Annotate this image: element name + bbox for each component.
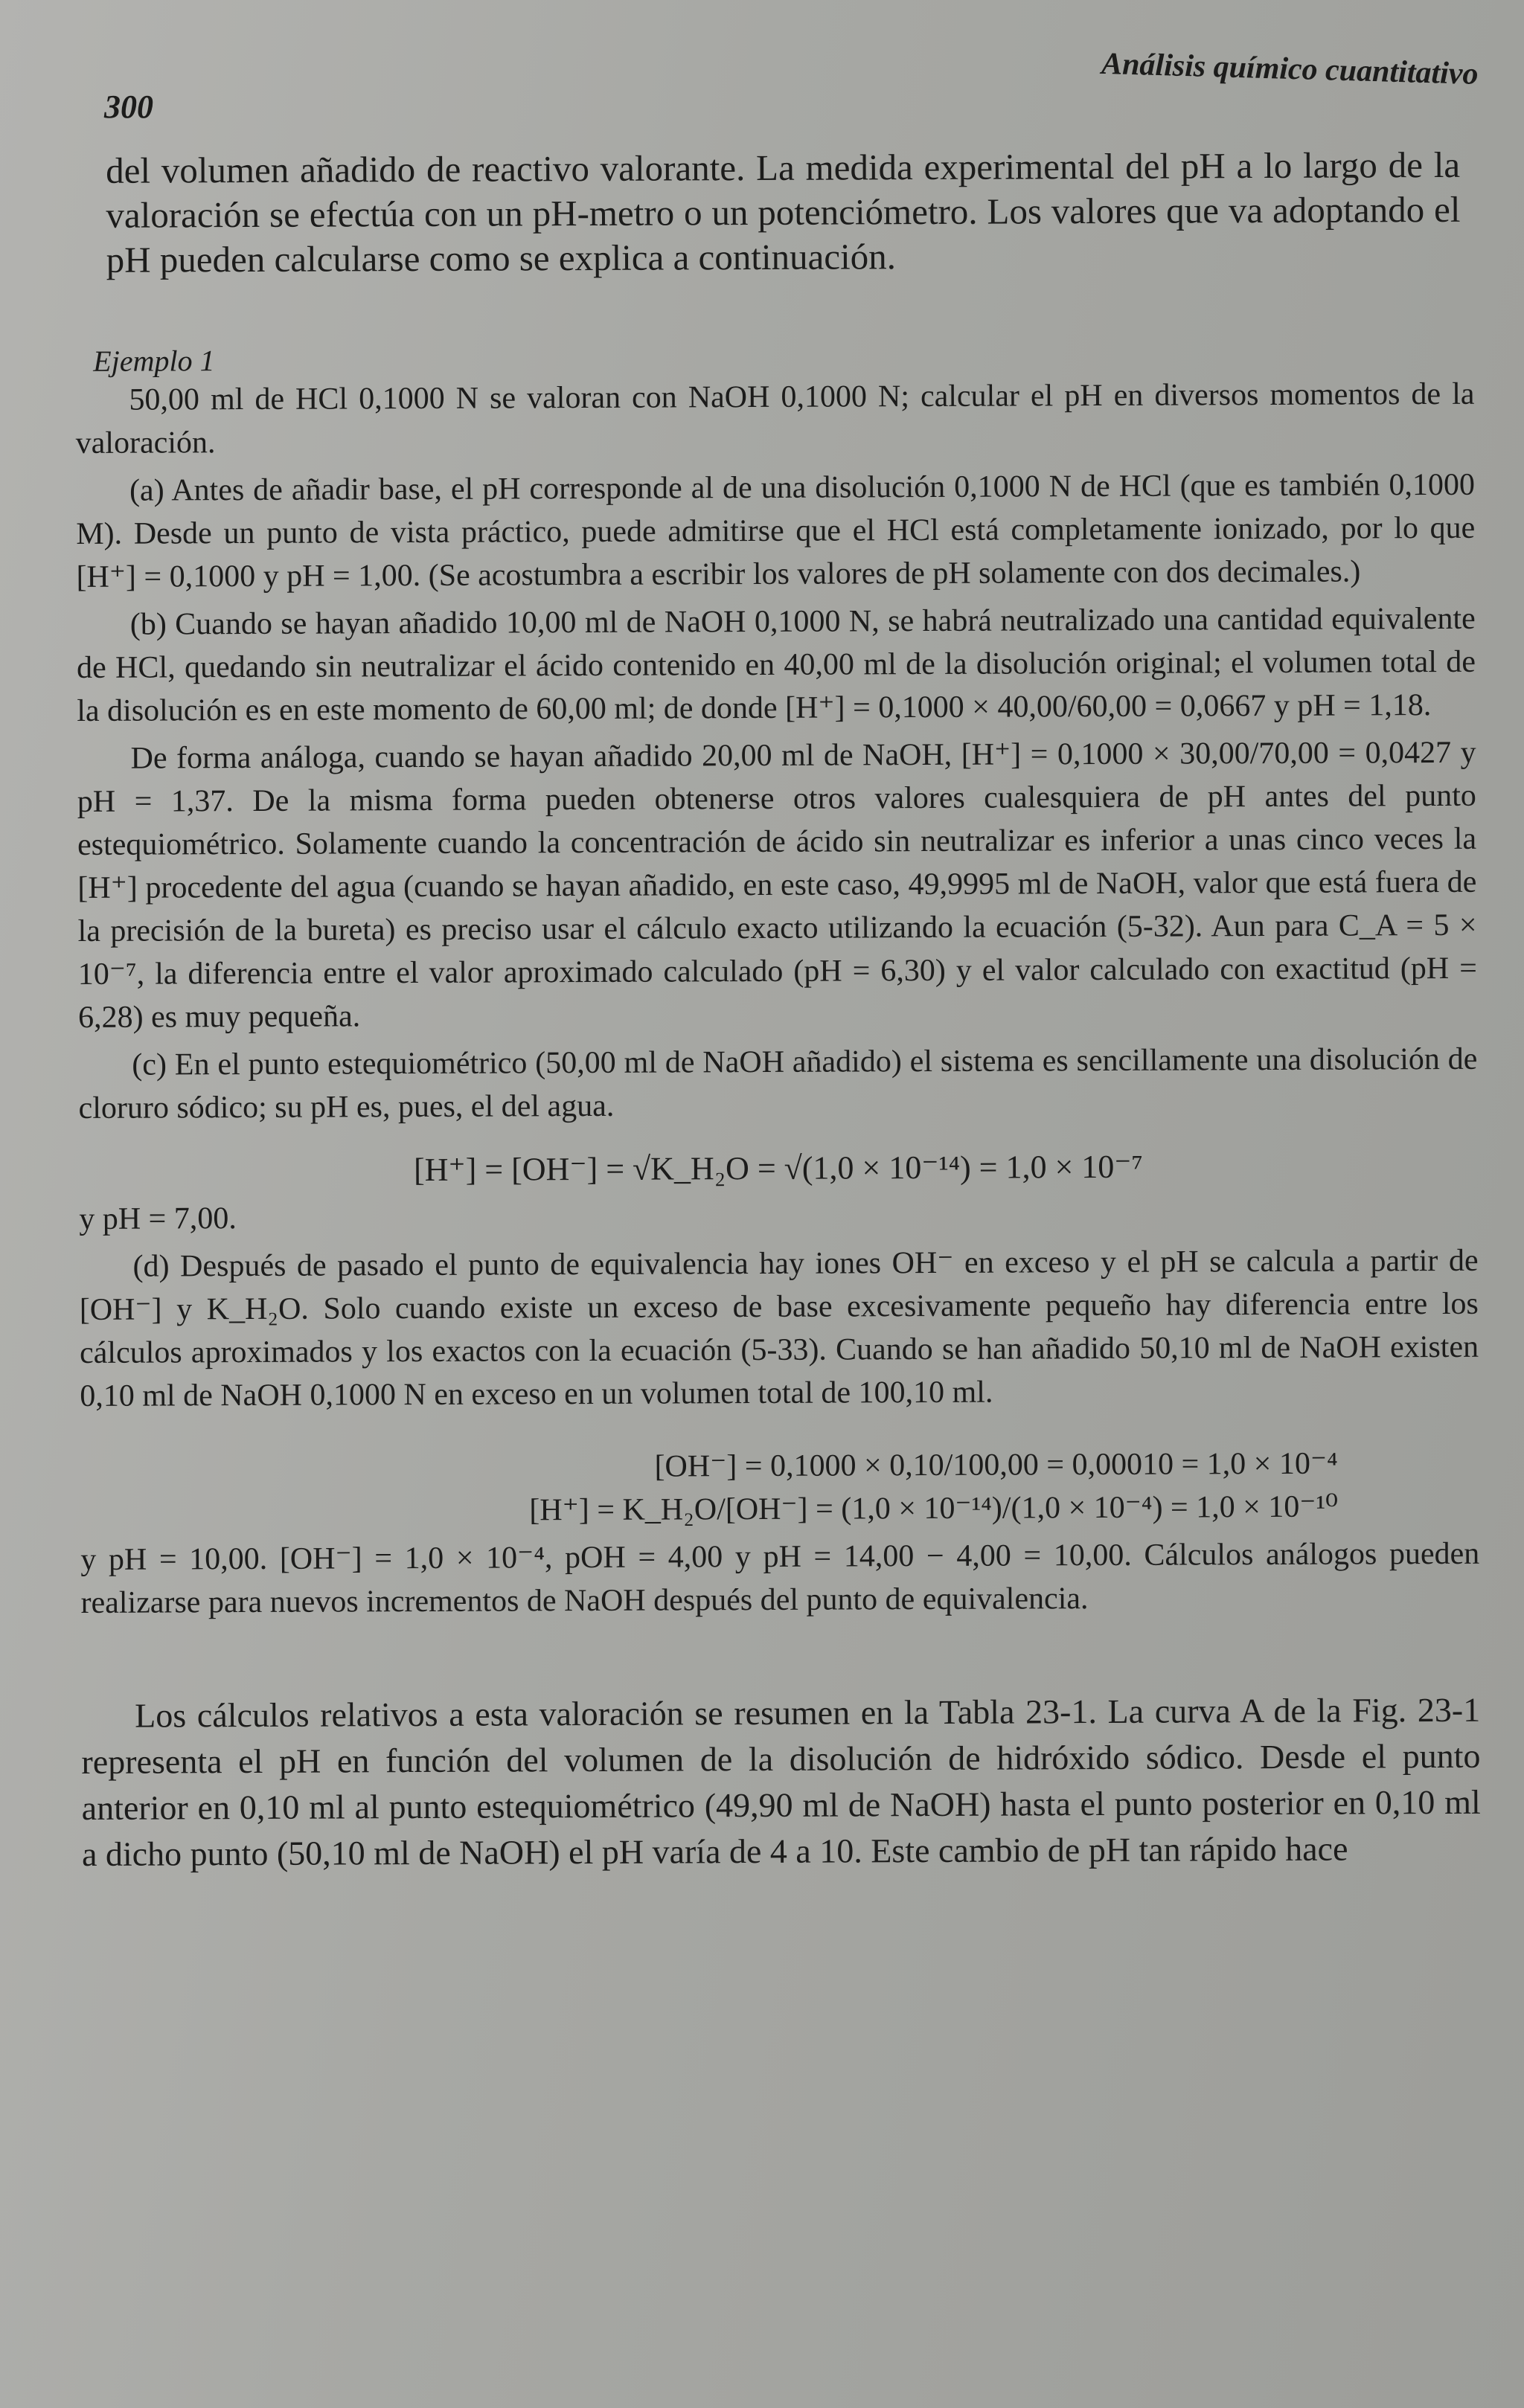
page-header bbox=[0, 0, 1524, 149]
example-part-b: (b) Cuando se hayan añadido 10,00 ml de NaOH 0,1000 N, se habrá neutralizado una cantidad equivalente de HCl, quedando sin neutralizar el ácido contenido en 40,00 ml de la disolución original; el volumen total de la disolución es en este momento de 60,00 ml; de donde [H⁺] = 0,1000 × 40,00/60,00 = 0,0667 y pH = 1,18. bbox=[76, 601, 1476, 728]
formula-h-concentration: [H⁺] = K_H₂O/[OH⁻] = (1,0 × 10⁻¹⁴)/(1,0 × 10⁻⁴) = 1,0 × 10⁻¹⁰ bbox=[529, 1489, 1339, 1528]
intro-paragraph: del volumen añadido de reactivo valorante. La medida experimental del pH a lo largo de la valoración se efectúa con un pH-metro o un potenciómetro. Los valores que va adoptando el pH pueden calcularse como se explica a continuación. bbox=[106, 144, 1461, 280]
formula-oh-concentration: [OH⁻] = 0,1000 × 0,10/100,00 = 0,00010 = 1,0 × 10⁻⁴ bbox=[654, 1446, 1338, 1484]
ph-excess-result: y pH = 10,00. [OH⁻] = 1,0 × 10⁻⁴, pOH = 4,00 y pH = 14,00 − 4,00 = 10,00. Cálculos análogos pueden realizarse para nuevos incrementos de NaOH después del punto de equivalencia. bbox=[80, 1536, 1480, 1620]
example-statement: 50,00 ml de HCl 0,1000 N se valoran con NaOH 0,1000 N; calcular el pH en diversos momentos de la valoración. bbox=[75, 376, 1475, 460]
example-title: Ejemplo 1 bbox=[93, 344, 215, 378]
running-head: Análisis químico cuantitativo bbox=[1101, 46, 1479, 91]
formula-neutral-point: [H⁺] = [OH⁻] = √K_H₂O = √(1,0 × 10⁻¹⁴) = 1,0 × 10⁻⁷ bbox=[413, 1148, 1144, 1189]
ph-neutral-result: y pH = 7,00. bbox=[79, 1201, 237, 1236]
page-number: 300 bbox=[104, 89, 153, 125]
example-part-a: (a) Antes de añadir base, el pH corresponde al de una disolución 0,1000 N de HCl (que es también 0,1000 M). Desde un punto de vista práctico, puede admitirse que el HCl está completamente ionizado, por lo que [H⁺] = 0,1000 y pH = 1,00. (Se acostumbra a escribir los valores de pH solamente con dos decimales.) bbox=[76, 467, 1476, 594]
summary-paragraph: Los cálculos relativos a esta valoración se resumen en la Tabla 23-1. La curva A de la Fig. 23-1 representa el pH en función del volumen de la disolución de hidróxido sódico. Desde el punto anterior en 0,10 ml al punto estequiométrico (49,90 ml de NaOH) hasta el punto posterior en 0,10 ml a dicho punto (50,10 ml de NaOH) el pH varía de 4 a 10. Este cambio de pH tan rápido hace bbox=[81, 1690, 1481, 1873]
example-part-b-continued: De forma análoga, cuando se hayan añadido 20,00 ml de NaOH, [H⁺] = 0,1000 × 30,00/70,00 = 0,0427 y pH = 1,37. De la misma forma pueden obtenerse otros valores cualesquiera de pH antes del punto estequiométrico. Solamente cuando la concentración de ácido sin neutralizar es inferior a unas cinco veces la [H⁺] procedente del agua (cuando se hayan añadido, en este caso, 49,9995 ml de NaOH, valor que está fuera de la precisión de la bureta) es preciso usar el cálculo exacto utilizando la ecuación (5-32). Aun para C_A = 5 × 10⁻⁷, la diferencia entre el valor aproximado calculado (pH = 6,30) y el valor calculado con exactitud (pH = 6,28) es muy pequeña. bbox=[77, 735, 1477, 1035]
example-part-c: (c) En el punto estequiométrico (50,00 ml de NaOH añadido) el sistema es sencillamente una disolución de cloruro sódico; su pH es, pues, el del agua. bbox=[78, 1041, 1478, 1126]
page-body bbox=[74, 143, 1481, 1878]
example-part-d: (d) Después de pasado el punto de equivalencia hay iones OH⁻ en exceso y el pH se calcula a partir de [OH⁻] y K_H₂O. Solo cuando existe un exceso de base excesivamente pequeño hay diferencia entre los cálculos aproximados y los exactos con la ecuación (5-33). Cuando se han añadido 50,10 ml de NaOH existen 0,10 ml de NaOH 0,1000 N en exceso en un volumen total de 100,10 ml. bbox=[79, 1243, 1479, 1413]
